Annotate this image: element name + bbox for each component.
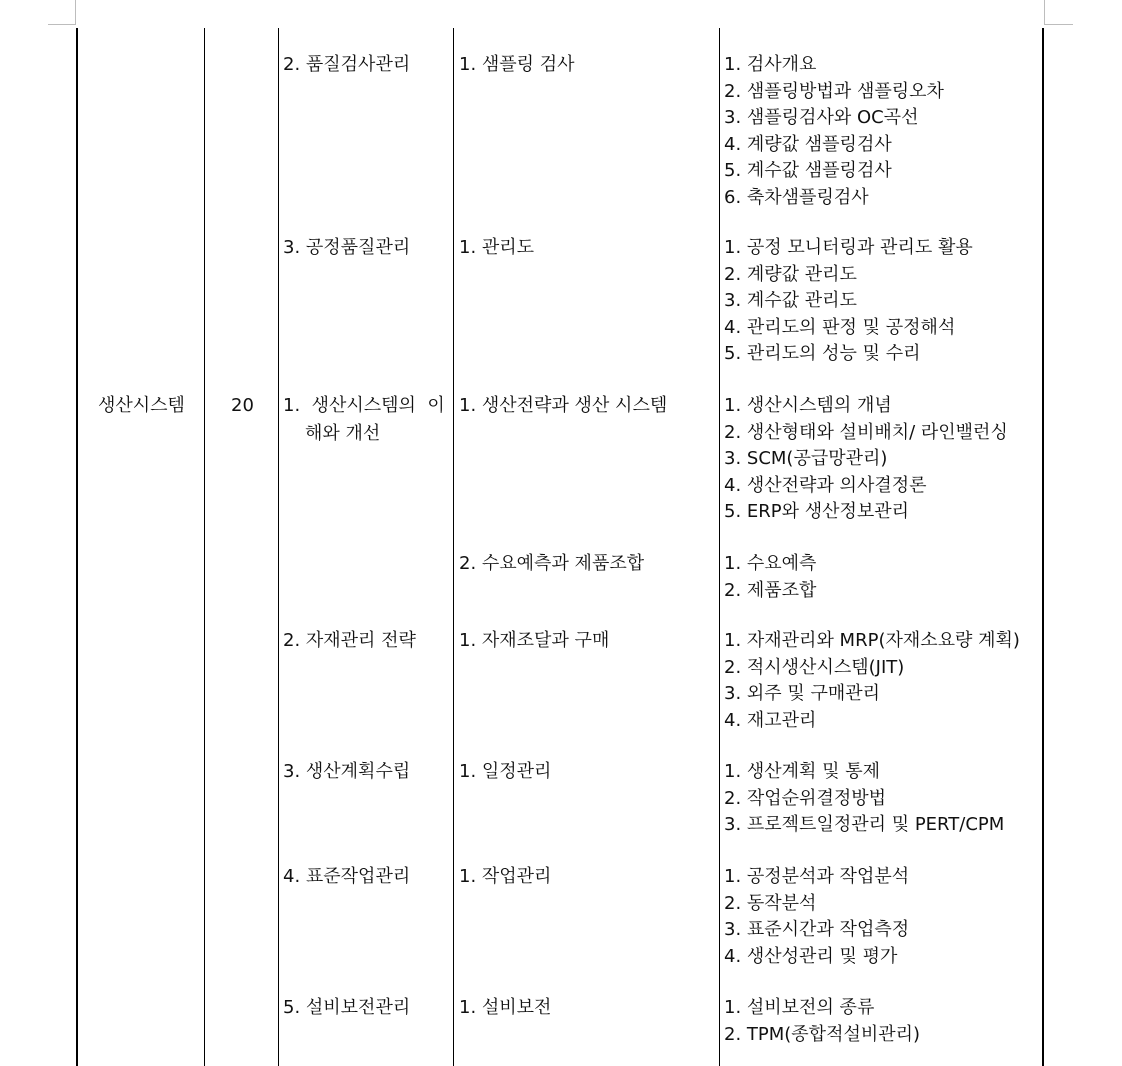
- crop-mark-top-right-v: [1044, 0, 1045, 25]
- sub-item-material-procurement: 1. 자재조달과 구매: [459, 630, 610, 651]
- detail-item: 3. 프로젝트일정관리 및 PERT/CPM: [724, 814, 1005, 835]
- sub-item-production-strategy: 1. 생산전략과 생산 시스템: [459, 395, 668, 416]
- detail-item: 4. 생산전략과 의사결정론: [724, 474, 927, 496]
- sub-item-control-chart: 1. 관리도: [459, 237, 535, 258]
- crop-mark-top-left-h: [48, 24, 76, 25]
- main-item-production-planning: 3. 생산계획수립: [283, 761, 411, 782]
- detail-item: 4. 관리도의 판정 및 공정해석: [724, 316, 956, 338]
- detail-item: 3. 표준시간과 작업측정: [724, 919, 910, 940]
- detail-item: 3. 샘플링검사와 OC곡선: [724, 107, 919, 128]
- column-divider-3: [453, 28, 454, 1066]
- detail-item: 2. 적시생산시스템(JIT): [724, 656, 905, 678]
- column-divider-4: [719, 28, 720, 1066]
- sub-item-demand-forecast: 2. 수요예측과 제품조합: [459, 553, 645, 574]
- detail-item: 1. 자재관리와 MRP(자재소요량 계획): [724, 630, 1020, 651]
- detail-item: 4. 생산성관리 및 평가: [724, 945, 898, 967]
- main-item-process-quality: 3. 공정품질관리: [283, 237, 411, 258]
- sub-item-schedule-management: 1. 일정관리: [459, 761, 552, 782]
- column-divider-2: [278, 28, 279, 1066]
- detail-item: 5. ERP와 생산정보관리: [724, 501, 910, 522]
- crop-mark-top-left-v: [75, 0, 76, 25]
- subject-cell: 생산시스템: [98, 395, 185, 416]
- detail-item: 1. 수요예측: [724, 553, 817, 574]
- detail-list: [724, 52, 944, 211]
- detail-list: [724, 864, 909, 970]
- detail-list: [724, 393, 1008, 526]
- main-item-production-understanding: 1. 생산시스템의 이: [283, 395, 445, 416]
- main-item-equipment-maintenance: 5. 설비보전관리: [283, 997, 411, 1018]
- detail-item: 1. 검사개요: [724, 54, 817, 75]
- detail-list: [724, 995, 920, 1048]
- detail-item: 2. 제품조합: [724, 579, 817, 601]
- table-border-right: [1042, 28, 1044, 1066]
- detail-item: 2. 작업순위결정방법: [724, 787, 886, 809]
- detail-item: 3. 외주 및 구매관리: [724, 683, 881, 704]
- question-count-cell: 20: [231, 395, 254, 416]
- detail-list: [724, 235, 973, 368]
- crop-mark-top-right-h: [1045, 24, 1073, 25]
- detail-item: 2. 동작분석: [724, 892, 817, 914]
- detail-list: [724, 551, 816, 604]
- detail-item: 4. 계량값 샘플링검사: [724, 133, 892, 155]
- detail-item: 1. 생산시스템의 개념: [724, 395, 892, 416]
- detail-item: 5. 관리도의 성능 및 수리: [724, 343, 921, 364]
- main-item-standard-work: 4. 표준작업관리: [283, 866, 411, 887]
- sub-item-equipment-maintenance: 1. 설비보전: [459, 997, 552, 1018]
- detail-item: 2. 샘플링방법과 샘플링오차: [724, 80, 944, 102]
- detail-item: 1. 공정분석과 작업분석: [724, 866, 910, 887]
- detail-item: 3. SCM(공급망관리): [724, 448, 888, 469]
- column-divider-1: [204, 28, 205, 1066]
- detail-item: 2. TPM(종합적설비관리): [724, 1023, 921, 1045]
- main-item-quality-inspection: 2. 품질검사관리: [283, 54, 411, 75]
- detail-item: 1. 설비보전의 종류: [724, 997, 875, 1018]
- main-item-production-understanding-cont: 해와 개선: [305, 423, 381, 444]
- sub-item-work-management: 1. 작업관리: [459, 866, 552, 887]
- detail-item: 1. 생산계획 및 통제: [724, 761, 881, 782]
- detail-item: 4. 재고관리: [724, 709, 817, 731]
- detail-list: [724, 628, 1020, 734]
- detail-item: 5. 계수값 샘플링검사: [724, 160, 892, 181]
- detail-item: 6. 축차샘플링검사: [724, 186, 869, 208]
- detail-list: [724, 759, 1004, 839]
- detail-item: 2. 생산형태와 설비배치/ 라인밸런싱: [724, 421, 1008, 443]
- detail-item: 1. 공정 모니터링과 관리도 활용: [724, 237, 973, 258]
- detail-item: 3. 계수값 관리도: [724, 290, 857, 311]
- sub-item-sampling-inspection: 1. 샘플링 검사: [459, 54, 575, 75]
- table-border-left: [76, 28, 78, 1066]
- main-item-material-strategy: 2. 자재관리 전략: [283, 630, 416, 651]
- detail-item: 2. 계량값 관리도: [724, 263, 857, 285]
